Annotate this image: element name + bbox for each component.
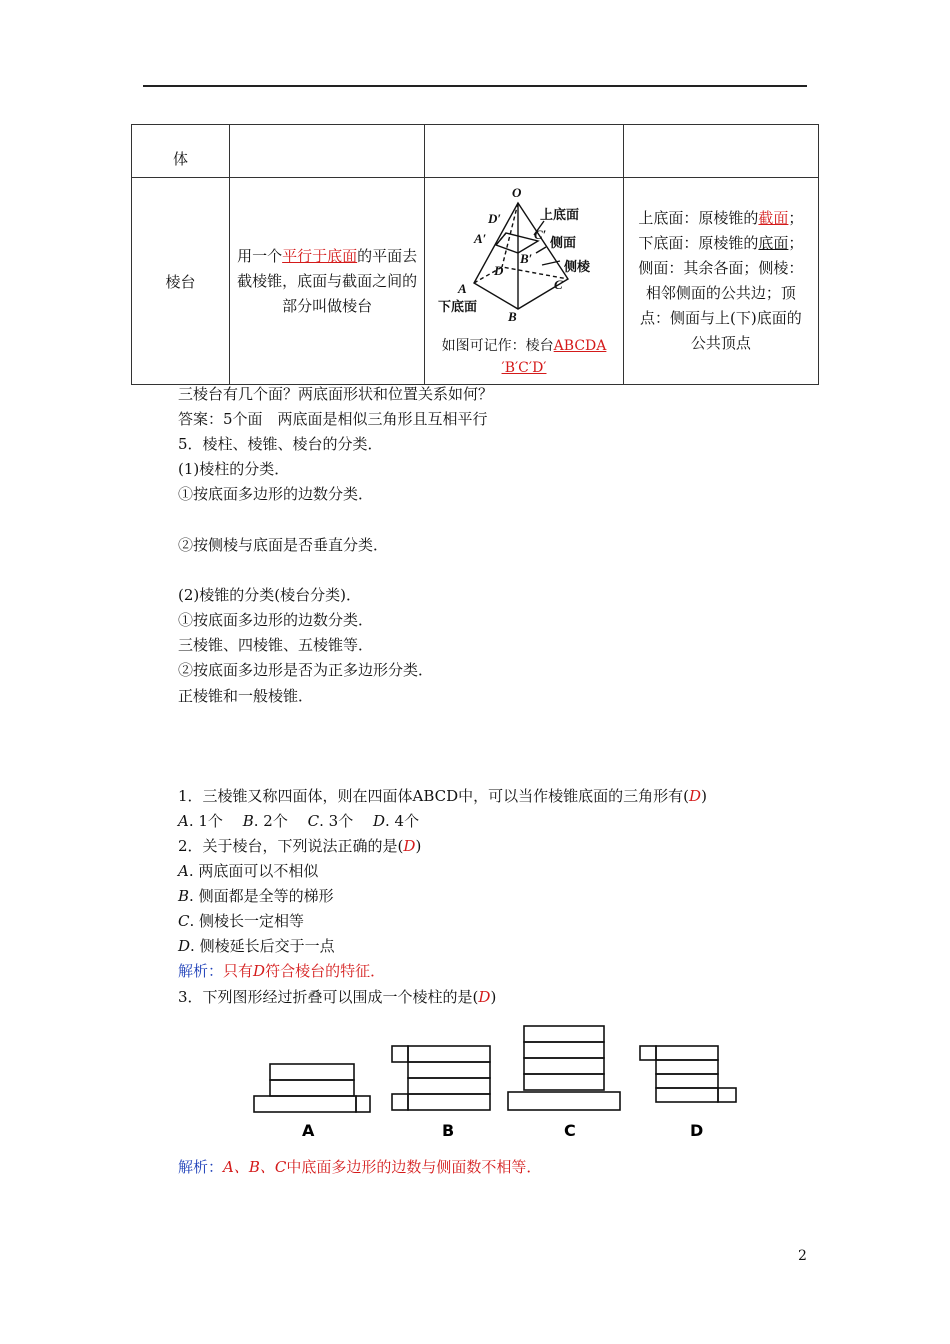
fig-label-top-base: 上底面	[540, 208, 580, 223]
fig-label-a: A	[458, 281, 467, 296]
figure-caption: 如图可记作：棱台ABCDA ′B′C′D′	[441, 338, 607, 376]
question-text: 三棱台有几个面？两底面形状和位置关系如何？	[178, 385, 494, 403]
header-rule	[143, 85, 807, 87]
option-d: D. 侧棱延长后交于一点	[178, 937, 335, 955]
terms-cell: 上底面：原棱锥的截面； 下底面：原棱锥的底面； 侧面：其余各面；侧棱： 相邻侧面的公共边；顶 点：侧面与上(下)底面的 公共顶点	[623, 178, 818, 385]
list-item: ②按侧棱与底面是否垂直分类．	[178, 536, 389, 554]
fig-label-b: B	[508, 309, 517, 323]
option-a: A. 两底面可以不相似	[178, 862, 319, 880]
net-figures	[246, 1018, 746, 1146]
question-2: 2．关于棱台，下列说法正确的是(D)	[178, 837, 422, 855]
fig-label-ap: A′	[474, 231, 487, 246]
page-number: 2	[798, 1248, 807, 1264]
definition-highlight: 平行于底面	[282, 246, 358, 265]
polyhedron-table	[131, 124, 819, 385]
net-label-c: C	[564, 1121, 576, 1140]
fig-label-d: D	[494, 263, 504, 278]
fig-label-cp: C′	[534, 227, 547, 242]
explanation-3: 解析：A、B、C中底面多边形的边数与侧面数不相等．	[178, 1158, 542, 1176]
net-label-d: D	[690, 1121, 704, 1140]
list-item: ①按底面多边形的边数分类．	[178, 485, 374, 503]
net-label-a: A	[302, 1121, 315, 1140]
row-label: 棱台	[132, 178, 230, 385]
frustum-diagram	[434, 183, 614, 323]
fig-label-o: O	[512, 185, 522, 200]
section-heading: 5．棱柱、棱锥、棱台的分类．	[178, 435, 383, 453]
list-item: ①按底面多边形的边数分类．	[178, 611, 374, 629]
list-item: 正棱锥和一般棱锥．	[178, 687, 314, 705]
option-c: C. 侧棱长一定相等	[178, 912, 305, 930]
explanation-2: 解析：只有D符合棱台的特征．	[178, 962, 386, 980]
net-label-b: B	[442, 1121, 455, 1140]
table-row	[132, 178, 819, 385]
list-item: ②按底面多边形是否为正多边形分类．	[178, 661, 434, 679]
fig-label-side-face: 侧面	[550, 236, 577, 251]
question-1: 1．三棱锥又称四面体，则在四面体ABCD中，可以当作棱锥底面的三角形有(D)	[178, 787, 707, 805]
question-3: 3．下列图形经过折叠可以围成一个棱柱的是(D)	[178, 988, 497, 1006]
answer-text: 答案：5个面 两底面是相似三角形且互相平行	[178, 410, 488, 428]
question-1-options: A. 1个 B. 2个 C. 3个 D. 4个	[178, 812, 420, 830]
fig-label-c: C	[554, 277, 563, 292]
fig-label-side-edge: 侧棱	[564, 260, 591, 275]
figure-cell	[425, 178, 624, 385]
fig-label-bottom-base: 下底面	[438, 300, 478, 315]
list-item: 三棱锥、四棱锥、五棱锥等．	[178, 636, 374, 654]
row-label: 体	[132, 125, 230, 178]
subsection-heading: (2)棱锥的分类(棱台分类)．	[178, 586, 361, 604]
fig-label-dp: D′	[488, 211, 502, 226]
option-b: B. 侧面都是全等的梯形	[178, 887, 334, 905]
definition-cell: 用一个平行于底面的平面去截棱锥，底面与截面之间的部分叫做棱台	[230, 178, 425, 385]
subsection-heading: (1)棱柱的分类．	[178, 460, 290, 478]
table-row	[132, 125, 819, 178]
fig-label-bp: B′	[520, 251, 533, 266]
